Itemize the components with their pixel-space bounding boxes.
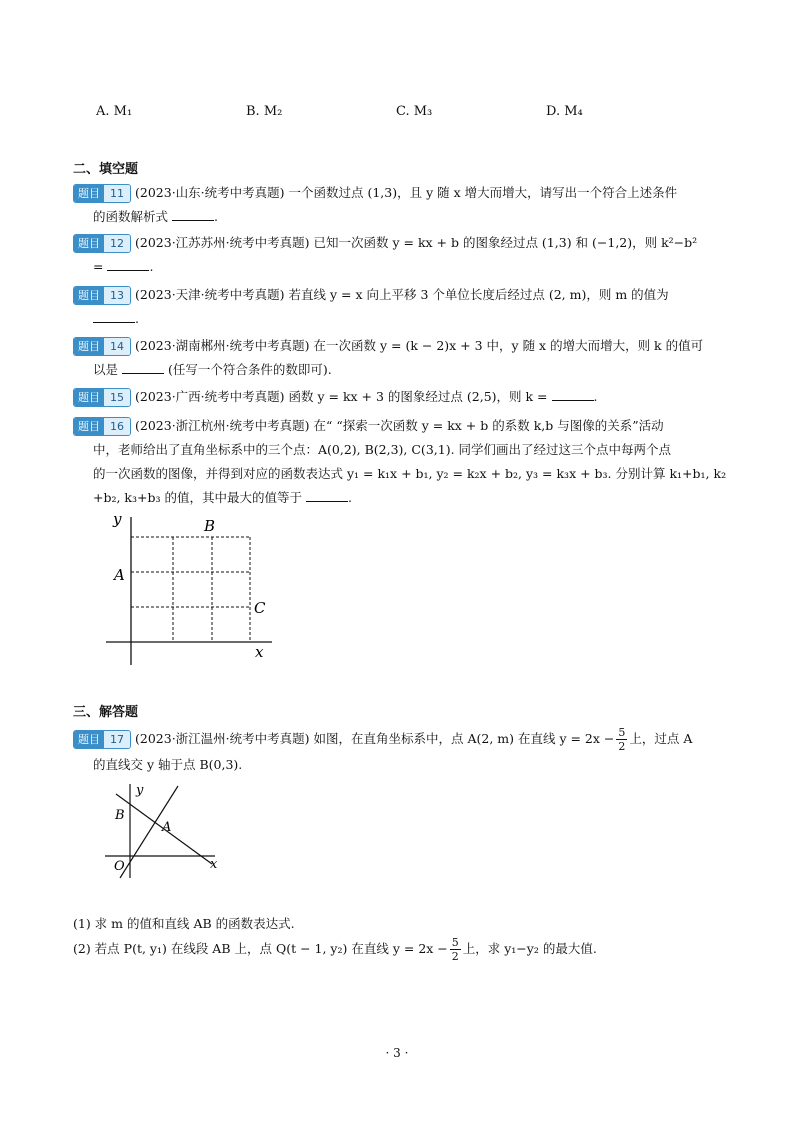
answer-blank[interactable] bbox=[93, 310, 135, 323]
figure-16-grid bbox=[100, 505, 285, 670]
question-text: (2) 若点 P(t, y₁) 在线段 AB 上，点 Q(t − 1, y₂) 在直线 y = 2x − bbox=[73, 941, 448, 956]
dashed-grid bbox=[131, 537, 250, 642]
question-text: . bbox=[593, 389, 598, 404]
question-text: (2023·湖南郴州·统考中考真题) 在一次函数 y = (k − 2)x + 3 中，y 随 x 的增大而增大，则 k 的值可 bbox=[135, 338, 704, 353]
question-text: +b₂, k₃+b₃ 的值，其中最大的值等于 bbox=[93, 490, 302, 505]
question-text: . bbox=[347, 490, 352, 505]
question-text: (2023·广西·统考中考真题) 函数 y = kx + 3 的图象经过点 (2,5)，则 k = bbox=[135, 389, 548, 404]
question-text: (2023·浙江杭州·统考中考真题) 在“ “探索一次函数 y = kx + b 的系数 k,b 与图像的关系”活动 bbox=[135, 418, 664, 433]
tag-label: 题目 bbox=[74, 731, 104, 748]
question-text: 的一次函数的图像，并得到对应的函数表达式 y₁ = k₁x + b₁, y₂ = k₂x + b₂, y₃ = k₃x + b₃. 分别计算 k₁+b₁, k₂ bbox=[93, 466, 727, 481]
tag-number: 13 bbox=[104, 287, 130, 304]
fraction-denominator: 2 bbox=[618, 740, 626, 753]
question-text: (2023·山东·统考中考真题) 一个函数过点 (1,3)，且 y 随 x 增大而增大，请写出一个符合上述条件 bbox=[135, 185, 678, 200]
question-text: = bbox=[93, 259, 104, 274]
answer-blank[interactable] bbox=[122, 361, 164, 374]
question-text: 中，老师给出了直角坐标系中的三个点：A(0,2), B(2,3), C(3,1). 同学们画出了经过这三个点中每两个点 bbox=[93, 442, 672, 457]
question-tag bbox=[73, 417, 131, 436]
question-text: . bbox=[135, 311, 139, 326]
question-text: (任写一个符合条件的数即可). bbox=[167, 362, 332, 377]
point-a-label: A bbox=[114, 566, 125, 584]
answer-blank[interactable] bbox=[107, 258, 149, 271]
choice-d: D. M₄ bbox=[546, 104, 583, 119]
tag-number: 17 bbox=[104, 731, 130, 748]
section-title-fill-blank: 二、填空题 bbox=[73, 162, 139, 177]
fraction-denominator: 2 bbox=[451, 950, 459, 963]
question-text: 上，求 y₁−y₂ 的最大值. bbox=[462, 941, 597, 956]
question-text: (2023·天津·统考中考真题) 若直线 y = x 向上平移 3 个单位长度后经过点 (2, m)，则 m 的值为 bbox=[135, 287, 669, 302]
point-c-label: C bbox=[254, 599, 266, 617]
page-number: · 3 · bbox=[385, 1046, 409, 1060]
question-tag bbox=[73, 730, 131, 749]
figure-17-lines bbox=[100, 782, 230, 882]
fraction-numerator: 5 bbox=[618, 726, 626, 739]
question-17-parts bbox=[73, 912, 733, 963]
question-tag bbox=[73, 337, 131, 356]
choice-a: A. M₁ bbox=[96, 104, 133, 119]
tag-number: 11 bbox=[104, 185, 130, 202]
sub-question-2 bbox=[73, 936, 733, 963]
origin-label: O bbox=[114, 859, 125, 874]
point-b-label: B bbox=[204, 517, 216, 535]
question-12 bbox=[73, 231, 733, 279]
question-text: 上，过点 A bbox=[629, 731, 693, 746]
tag-number: 15 bbox=[104, 389, 130, 406]
answer-blank[interactable] bbox=[552, 388, 594, 401]
tag-label: 题目 bbox=[74, 185, 104, 202]
sub-question-1: (1) 求 m 的值和直线 AB 的函数表达式. bbox=[73, 916, 295, 931]
fraction-numerator: 5 bbox=[451, 936, 459, 949]
question-tag bbox=[73, 184, 131, 203]
x-axis-label: x bbox=[255, 643, 264, 661]
fraction bbox=[616, 726, 627, 753]
tag-number: 14 bbox=[104, 338, 130, 355]
question-text: . bbox=[214, 209, 218, 224]
fraction bbox=[450, 936, 461, 963]
y-axis-label: y bbox=[113, 510, 122, 528]
answer-blank[interactable] bbox=[306, 489, 348, 502]
tag-label: 题目 bbox=[74, 235, 104, 252]
tag-number: 12 bbox=[104, 235, 130, 252]
tag-label: 题目 bbox=[74, 338, 104, 355]
tag-number: 16 bbox=[104, 418, 130, 435]
question-text: 的函数解析式 bbox=[93, 209, 169, 224]
x-axis-label: x bbox=[210, 857, 218, 872]
question-text: (2023·浙江温州·统考中考真题) 如图，在直角坐标系中，点 A(2, m) 在直线 y = 2x − bbox=[135, 731, 615, 746]
question-text: (2023·江苏苏州·统考中考真题) 已知一次函数 y = kx + b 的图象经过点 (1,3) 和 (−1,2)，则 k²−b² bbox=[135, 235, 698, 250]
question-tag bbox=[73, 234, 131, 253]
section-title-solution: 三、解答题 bbox=[73, 705, 139, 720]
question-11 bbox=[73, 181, 733, 229]
question-17 bbox=[73, 726, 733, 777]
tag-label: 题目 bbox=[74, 418, 104, 435]
question-16 bbox=[73, 414, 733, 510]
question-13 bbox=[73, 283, 733, 331]
point-a-label: A bbox=[162, 820, 172, 835]
tag-label: 题目 bbox=[74, 287, 104, 304]
question-tag bbox=[73, 286, 131, 305]
answer-blank[interactable] bbox=[172, 208, 214, 221]
question-text: 以是 bbox=[93, 362, 119, 377]
choice-c: C. M₃ bbox=[396, 104, 433, 119]
tag-label: 题目 bbox=[74, 389, 104, 406]
y-axis-label: y bbox=[136, 783, 144, 798]
question-15 bbox=[73, 385, 733, 409]
question-tag bbox=[73, 388, 131, 407]
point-b-label: B bbox=[115, 808, 125, 823]
question-text: 的直线交 y 轴于点 B(0,3). bbox=[93, 757, 243, 772]
choice-b: B. M₂ bbox=[246, 104, 283, 119]
question-text: . bbox=[149, 259, 154, 274]
question-14 bbox=[73, 334, 733, 382]
